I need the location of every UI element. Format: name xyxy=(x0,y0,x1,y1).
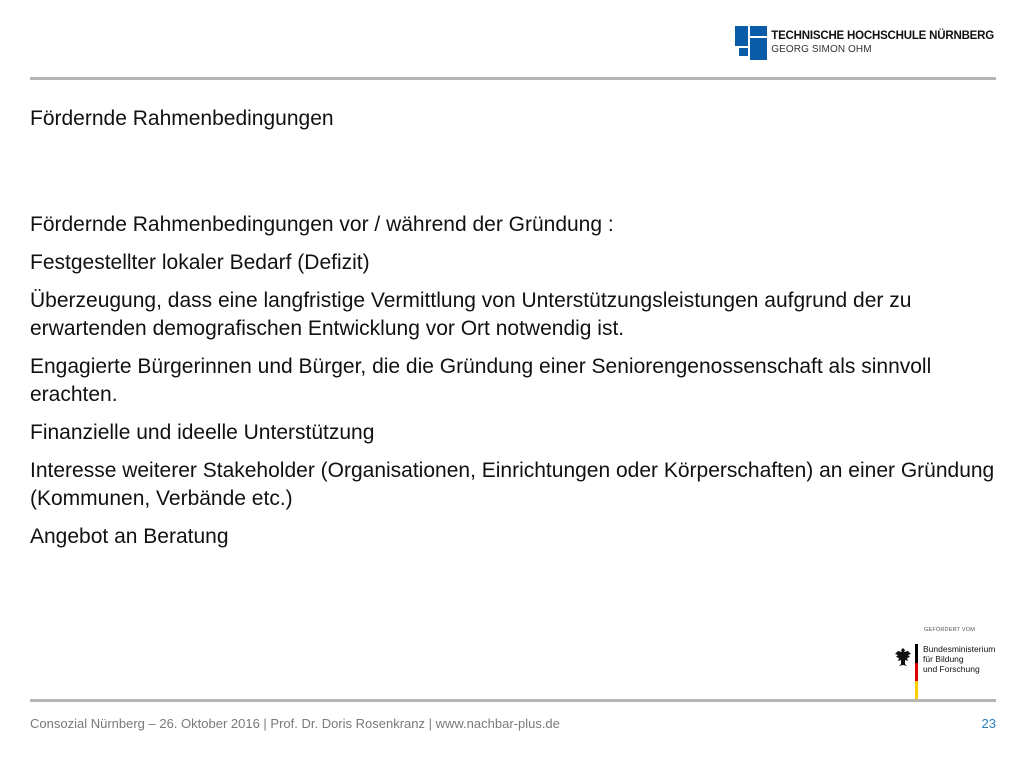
federal-eagle-icon xyxy=(893,646,913,668)
content-item: Finanzielle und ideelle Unterstützung xyxy=(30,421,375,444)
sponsor-name xyxy=(923,644,995,674)
content-item: Festgestellter lokaler Bedarf (Defizit) xyxy=(30,251,370,274)
logo-line-2: GEORG SIMON OHM xyxy=(771,43,872,55)
content-item: Überzeugung, dass eine langfristige Vermittlung von Unterstützungsleistungen aufgrund der zu erwartenden demografischen Entwicklung vor Ort notwendig ist. xyxy=(30,289,912,340)
page-number: 23 xyxy=(981,716,996,731)
slide-title: Fördernde Rahmenbedingungen xyxy=(30,107,334,130)
sponsor-name-line: und Forschung xyxy=(923,664,980,674)
sponsor-name-line: für Bildung xyxy=(923,654,964,664)
slide-content xyxy=(30,211,995,561)
sponsor-logo xyxy=(893,622,995,702)
footer-divider xyxy=(30,699,996,702)
content-item: Angebot an Beratung xyxy=(30,525,229,548)
th-nuernberg-logo-icon xyxy=(735,26,767,60)
flag-stripe xyxy=(915,644,918,700)
content-item: Interesse weiterer Stakeholder (Organisationen, Einrichtungen oder Körperschaften) an einer Gründung (Kommunen, Verbände etc.) xyxy=(30,459,995,510)
content-item: Fördernde Rahmenbedingungen vor / während der Gründung : xyxy=(30,213,614,236)
footer-text: Consozial Nürnberg – 26. Oktober 2016 | Prof. Dr. Doris Rosenkranz | www.nachbar-plus.de xyxy=(30,716,560,731)
logo-line-1: TECHNISCHE HOCHSCHULE NÜRNBERG xyxy=(771,30,994,43)
university-logo xyxy=(735,26,994,60)
content-item: Engagierte Bürgerinnen und Bürger, die die Gründung einer Seniorengenossenschaft als sinnvoll erachten. xyxy=(30,355,932,406)
sponsor-caption: GEFÖRDERT VOM xyxy=(924,627,975,633)
header-divider xyxy=(30,77,996,80)
sponsor-name-line: Bundesministerium xyxy=(923,644,996,654)
